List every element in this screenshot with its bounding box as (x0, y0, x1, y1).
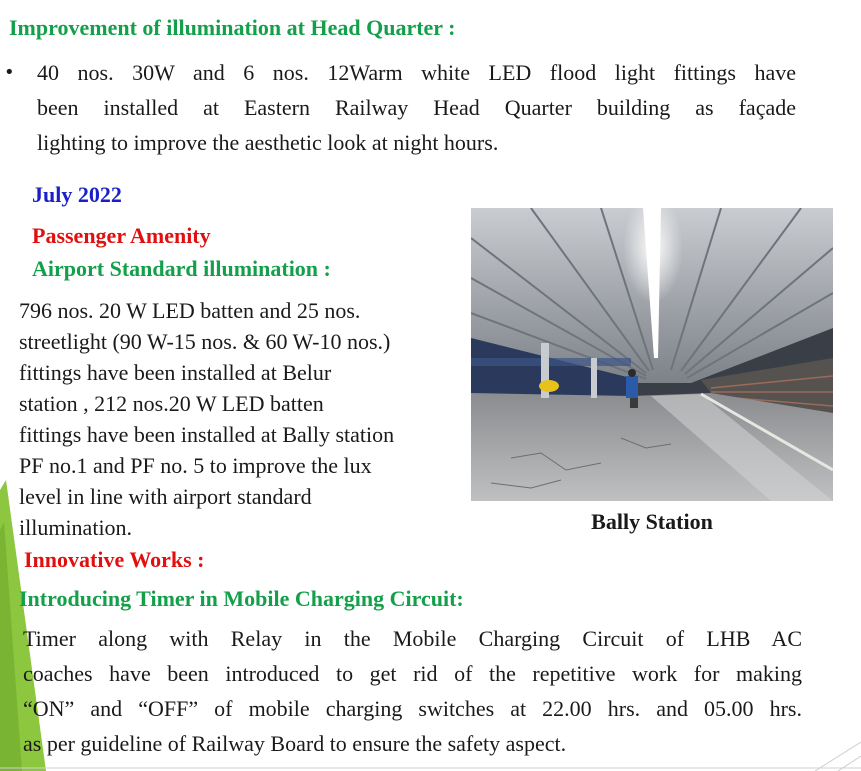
bullet-paragraph (37, 55, 796, 160)
station-platform-photo (471, 208, 833, 501)
body-line: fittings have been installed at Bally station (19, 422, 395, 447)
section-heading-timer: Introducing Timer in Mobile Charging Circuit: (19, 586, 464, 611)
photo-caption: Bally Station (591, 509, 713, 534)
body-line: level in line with airport standard (19, 484, 312, 509)
body-line: station , 212 nos.20 W LED batten (19, 391, 324, 416)
body-line: 796 nos. 20 W LED batten and 25 nos. (19, 298, 361, 323)
bullet-line: been installed at Eastern Railway Head Quarter building as façade (37, 95, 796, 120)
body-line: streetlight (90 W-15 nos. & 60 W-10 nos.) (19, 329, 391, 354)
bullet-icon: • (4, 62, 15, 83)
category-innovative-works: Innovative Works : (24, 547, 205, 572)
body-line: coaches have been introduced to get rid of the repetitive work for making (23, 661, 802, 686)
section-heading-head-quarter: Improvement of illumination at Head Quarter : (9, 15, 456, 40)
platform-illustration (471, 208, 833, 501)
body-line: illumination. (19, 515, 133, 540)
date-heading: July 2022 (32, 182, 122, 207)
category-passenger-amenity: Passenger Amenity (32, 223, 211, 248)
airport-paragraph (19, 295, 469, 543)
body-line: “ON” and “OFF” of mobile charging switches at 22.00 hrs. and 05.00 hrs. (23, 696, 802, 721)
section-heading-airport-illumination: Airport Standard illumination : (32, 256, 331, 281)
bullet-line: lighting to improve the aesthetic look at night hours. (37, 130, 499, 155)
body-line: Timer along with Relay in the Mobile Charging Circuit of LHB AC (23, 626, 802, 651)
body-line: fittings have been installed at Belur (19, 360, 332, 385)
timer-paragraph (23, 621, 802, 761)
bullet-line: 40 nos. 30W and 6 nos. 12Warm white LED flood light fittings have (37, 60, 796, 85)
body-line: as per guideline of Railway Board to ensure the safety aspect. (23, 731, 567, 756)
body-line: PF no.1 and PF no. 5 to improve the lux (19, 453, 372, 478)
